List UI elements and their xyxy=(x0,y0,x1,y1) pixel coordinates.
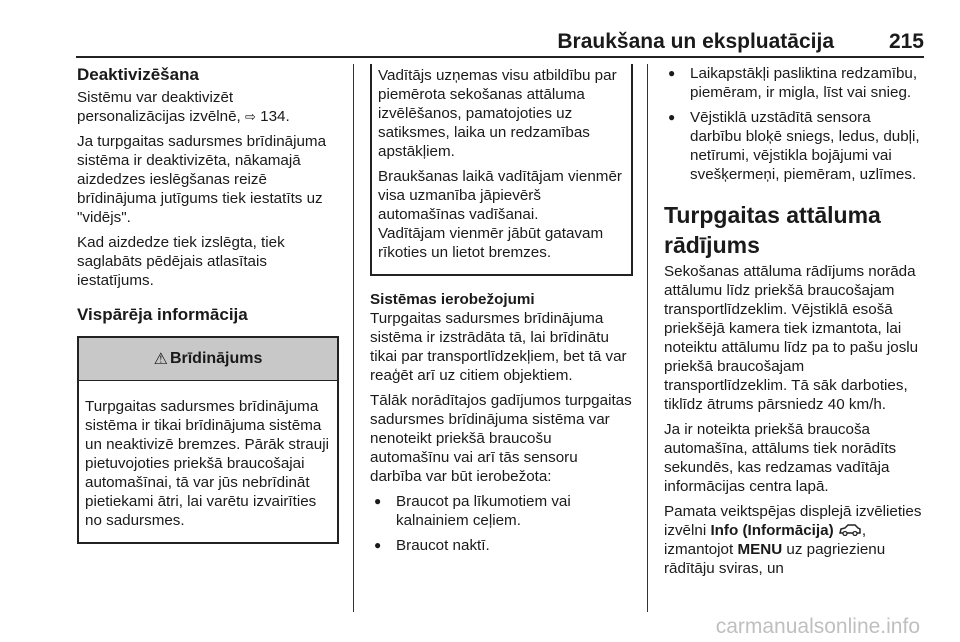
column-2 xyxy=(370,64,633,561)
paragraph-limits-1: Turpgaitas sadursmes brīdinājuma sistēma ir izstrādāta tā, lai brīdinātu tikai par transportlīdzekļiem, bet tā var reaģēt arī uz citiem objektiem. xyxy=(370,310,627,384)
list-item: ● Braucot pa līkumotiem vai kalnainiem ceļiem. xyxy=(370,492,633,530)
section-title: Braukšana un ekspluatācija xyxy=(557,30,834,53)
conditions-list xyxy=(664,64,926,184)
menu-button-label: MENU xyxy=(737,541,783,558)
paragraph-limits-2: Tālāk norādītajos gadījumos turpgaitas sadursmes brīdinājuma sistēma var nenoteikt priekšā braucošu automašīnu vai arī tās sensoru darbība var būt ierobežota: xyxy=(370,392,632,485)
heading-general-info: Vispārēja informācija xyxy=(77,305,248,324)
paragraph-ignition-off: Kad aizdedze tiek izslēgta, tiek saglabāts pēdējais atlasītais iestatījums. xyxy=(77,234,285,289)
watermark: carmanualsonline.info xyxy=(715,615,920,638)
column-1 xyxy=(77,64,339,544)
heading-system-limits: Sistēmas ierobežojumi xyxy=(370,291,535,308)
warning-box xyxy=(77,336,339,544)
warning-header xyxy=(79,338,337,381)
heading-deactivation: Deaktivizēšana xyxy=(77,65,199,84)
box-paragraph-1: Vadītājs uzņemas visu atbildību par piemērota sekošanas attāluma izvēlēšanos, pamatojoties uz satiksmes, laika un redzamības apstākļiem. xyxy=(378,67,617,160)
limits-list xyxy=(370,492,633,555)
list-item: ● Laikapstākļi pasliktina redzamību, piemēram, ir migla, līst vai snieg. xyxy=(664,64,926,102)
warning-box-continued xyxy=(370,64,633,276)
paragraph-distance-2: Ja ir noteikta priekšā braucoša automašīna, attālums tiek norādīts sekundēs, kas redzamas vadītāja informācijas centra lapā. xyxy=(664,421,897,495)
paragraph-deactivate: Sistēmu var deaktivizēt personalizācijas izvēlnē, ⇨ 134. xyxy=(77,89,290,125)
list-item: ● Vējstiklā uzstādītā sensora darbību bloķē sniegs, ledus, dubļi, netīrumi, vējstikla bojājumi vai svešķermeņi, piemēram, uzlīmes. xyxy=(664,108,926,184)
column-divider-1 xyxy=(353,64,354,612)
page-reference-icon: ⇨ xyxy=(245,109,256,124)
column-divider-2 xyxy=(647,64,648,612)
page-header xyxy=(0,0,960,58)
page-number: 215 xyxy=(888,30,924,53)
box-paragraph-3: Vadītājam vienmēr jābūt gatavam rīkoties un lietot bremzes. xyxy=(378,225,604,261)
header-rule xyxy=(76,56,924,58)
paragraph-distance-1: Sekošanas attāluma rādījums norāda attālumu līdz priekšā braucošajam transportlīdzeklim. Vējstiklā esošā priekšējā kamera tiek izmantota, lai noteiktu attālumu līdz pa to pašu joslu priekšā braucošajam transportlīdzeklim. Tā sāk darboties, tiklīdz ātrums pārsniedz 40 km/h. xyxy=(664,263,919,413)
car-icon xyxy=(838,523,862,536)
menu-name-info: Info (Informācija) xyxy=(710,522,834,539)
paragraph-distance-3: Pamata veiktspējas displejā izvēlieties izvēlni Info (Informācija) , izmantojot MENU uz pagriezienu rādītāju sviras, un xyxy=(664,503,922,577)
list-item: ● Braucot naktī. xyxy=(370,536,633,555)
column-3 xyxy=(664,64,926,584)
warning-title: Brīdinājums xyxy=(169,350,263,367)
warning-icon: ⚠ xyxy=(153,351,168,368)
warning-text: Turpgaitas sadursmes brīdinājuma sistēma ir tikai brīdinājuma sistēma un neaktivizē bremzes. Pārāk strauji pietuvojoties priekšā braucošajai automašīnai, tā var jūs nebrīdināt pietiekami ātri, lai varētu izvairīties no sadursmes. xyxy=(85,398,329,529)
box-paragraph-2: Braukšanas laikā vadītājam vienmēr visa uzmanība jāpievērš automašīnas vadīšanai. xyxy=(378,168,622,223)
heading-following-distance: Turpgaitas attāluma rādījums xyxy=(664,202,881,258)
paragraph-default-sensitivity: Ja turpgaitas sadursmes brīdinājuma sistēma ir deaktivizēta, nākamajā aizdedzes ieslēgšanas reizē brīdinājuma jutīgums tiek iestatīts uz "vidējs". xyxy=(77,133,327,226)
